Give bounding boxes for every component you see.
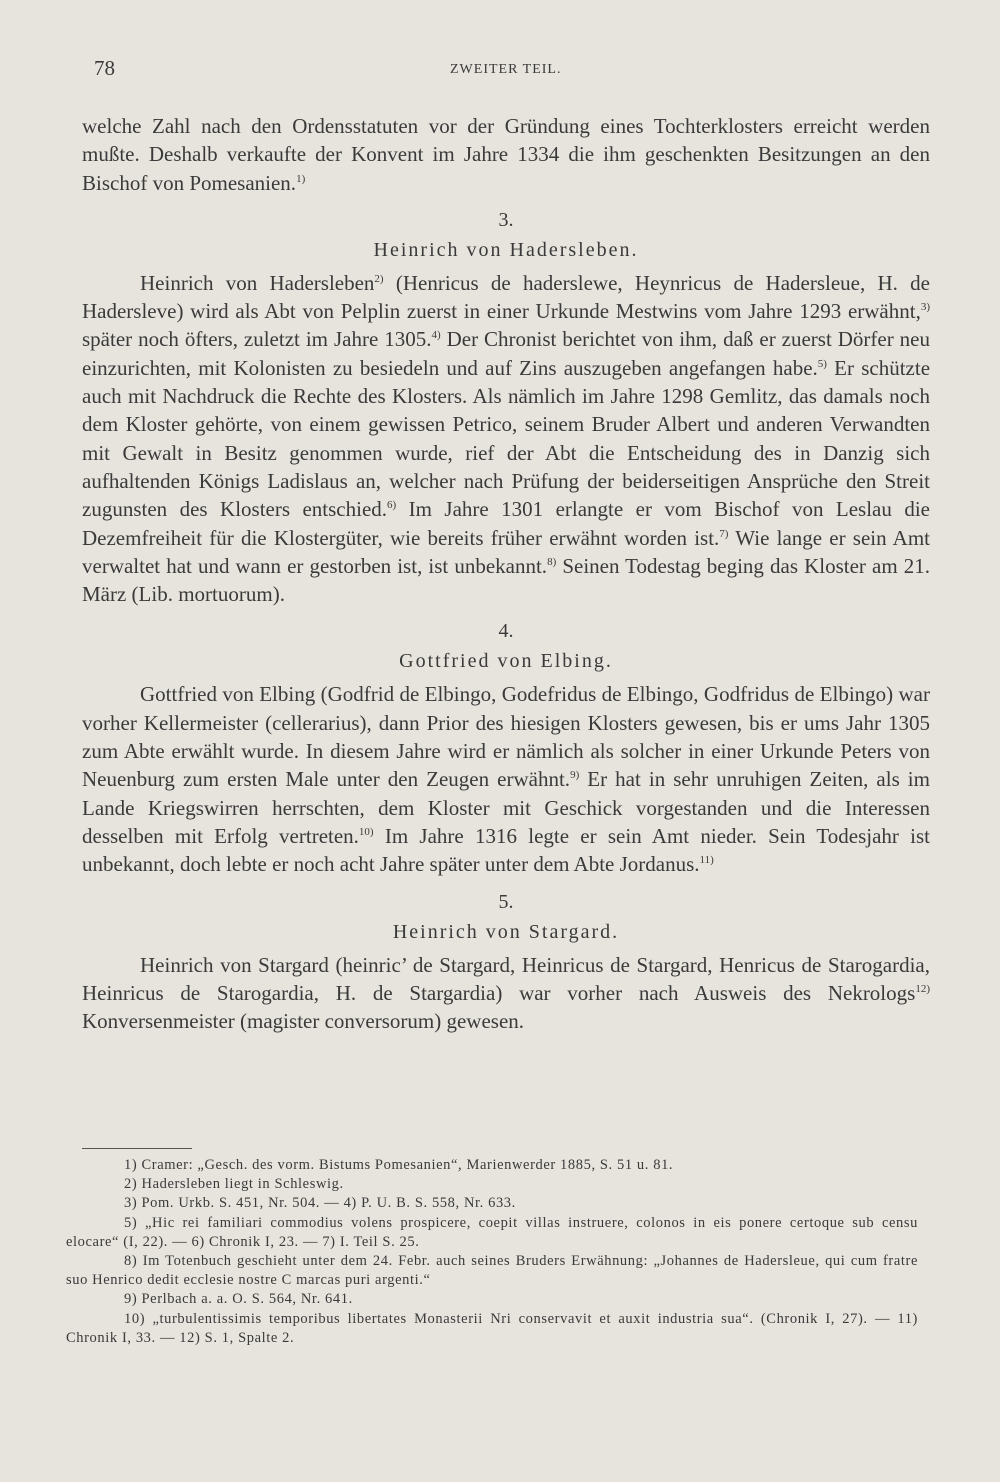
main-text xyxy=(82,112,930,1035)
section-number: 5. xyxy=(498,890,514,913)
footnote-ref: 10) xyxy=(358,825,374,838)
section-number: 4. xyxy=(498,620,514,643)
footnote-ref: 12) xyxy=(915,982,930,995)
section-title: Heinrich von Stargard. xyxy=(392,920,620,943)
footnote-divider xyxy=(82,1148,192,1149)
footnote: 10) „turbulentissimis temporibus libertates Monasterii Nri conservavit et auxit industria sua“. (Chronik I, 27). — 11) Chronik I, 33. — 12) S. 1, Spalte 2. xyxy=(66,1310,918,1346)
footnote-ref: 4) xyxy=(431,329,441,342)
section-paragraph: Heinrich von Stargard (heinric’ de Stargard, Heinricus de Stargard, Henricus de Starogardia, Heinricus de Starogardia, H. de Stargardia) war vorher nach Ausweis des Nekrologs$^{12)}$ Konversenmeister (magister conversorum) gewesen. xyxy=(82,952,930,1034)
footnote: 8) Im Totenbuch geschieht unter dem 24. Febr. auch seines Bruders Erwähnung: „Johannes de Hadersleue, qui cum fratre suo Henrico dedit ecclesie nostre C marcas puri argenti.“ xyxy=(66,1253,918,1289)
footnote: 9) Perlbach a. a. O. S. 564, Nr. 641. xyxy=(124,1291,353,1308)
page-number: 78 xyxy=(94,56,115,80)
page-header xyxy=(0,56,1000,86)
section-number: 3. xyxy=(498,208,514,231)
running-title: ZWEITER TEIL. xyxy=(450,62,562,77)
footnote-ref: 3) xyxy=(920,301,930,314)
section-title: Heinrich von Hadersleben. xyxy=(373,238,639,261)
section-paragraph: Heinrich von Hadersleben$^{2)}$ (Henricus de haderslewe, Heynricus de Hadersleue, H. de Hadersleve) wird als Abt von Pelplin zuerst in einer Urkunde Mestwins vom Jahre 1293 erwähnt,$^{3)}$ später noch öfters, zuletzt im Jahre 1305.$^{4)}$ Der Chronist berichtet von ihm, daß er zuerst Dörfer neu einzurichten, mit Kolonisten zu besiedeln und auf Zins auszugeben angefangen habe.$^{5)}$ Er schützte auch mit Nachdruck die Rechte des Klosters. Als nämlich im Jahre 1298 Gemlitz, das damals noch dem Kloster gehörte, von einem gewissen Petrico, seinem Bruder Albert und anderen Verwandten mit Gewalt in Besitz genommen wurde, rief der Abt die Entscheidung des in Danzig sich aufhaltenden Königs Ladislaus an, welcher nach Prüfung der beiderseitigen Ansprüche den Streit zugunsten des Klosters entschied.$^{6)}$ Im Jahre 1301 erlangte er vom Bischof von Leslau die Dezemfreiheit für die Klostergüter, wie bereits früher erwähnt worden ist.$^{7)}$ Wie lange er sein Amt verwaltet hat und wann er gestorben ist, ist unbekannt.$^{8)}$ Seinen Todestag beging das Kloster am 21. März (Lib. mortuorum). xyxy=(82,270,931,607)
intro-paragraph: welche Zahl nach den Ordensstatuten vor der Gründung eines Tochterklosters erreicht werden mußte. Deshalb verkaufte der Konvent im Jahre 1334 die ihm geschenkten Besitzungen an den Bischof von Pomesanien.$^{1)}$ xyxy=(82,114,930,195)
section-title: Gottfried von Elbing. xyxy=(399,650,613,673)
footnote-ref: 2) xyxy=(374,272,384,285)
footnote-ref: 5) xyxy=(817,357,827,370)
footnote-ref: 1) xyxy=(296,172,306,185)
footnote-ref: 8) xyxy=(547,555,557,568)
footnote-ref: 9) xyxy=(570,769,580,782)
footnote: 3) Pom. Urkb. S. 451, Nr. 504. — 4) P. U. B. S. 558, Nr. 633. xyxy=(124,1195,516,1212)
footnote-ref: 11) xyxy=(699,854,714,867)
footnote: 2) Hadersleben liegt in Schleswig. xyxy=(124,1176,344,1193)
footnote: 1) Cramer: „Gesch. des vorm. Bistums Pomesanien“, Marienwerder 1885, S. 51 u. 81. xyxy=(124,1157,674,1173)
footnote: 5) „Hic rei familiari commodius volens prospicere, coepit villas instruere, colonos in eis ponere certoque sub censu elocare“ (I, 22). — 6) Chronik I, 23. — 7) I. Teil S. 25. xyxy=(66,1214,918,1250)
footnotes xyxy=(66,1156,918,1348)
section-paragraph: Gottfried von Elbing (Godfrid de Elbingo, Godefridus de Elbingo, Godfridus de Elbingo) war vorher Kellermeister (cellerarius), dann Prior des hiesigen Klosters gewesen, bis er ums Jahr 1305 zum Abte erwählt wurde. In diesem Jahre wird er nämlich als solcher in einer Urkunde Peters von Neuenburg zum ersten Male unter den Zeugen erwähnt.$^{9)}$ Er hat in sehr unruhigen Zeiten, als im Lande Kriegswirren herrschten, dem Kloster mit Geschick vorgestanden und die Interessen desselben mit Erfolg vertreten.$^{10)}$ Im Jahre 1316 legte er sein Amt nieder. Sein Todesjahr ist unbekannt, doch lebte er noch acht Jahre später unter dem Abte Jordanus.$^{11)}$ xyxy=(82,682,930,877)
footnote-ref: 7) xyxy=(719,527,729,540)
footnote-ref: 6) xyxy=(387,499,397,512)
